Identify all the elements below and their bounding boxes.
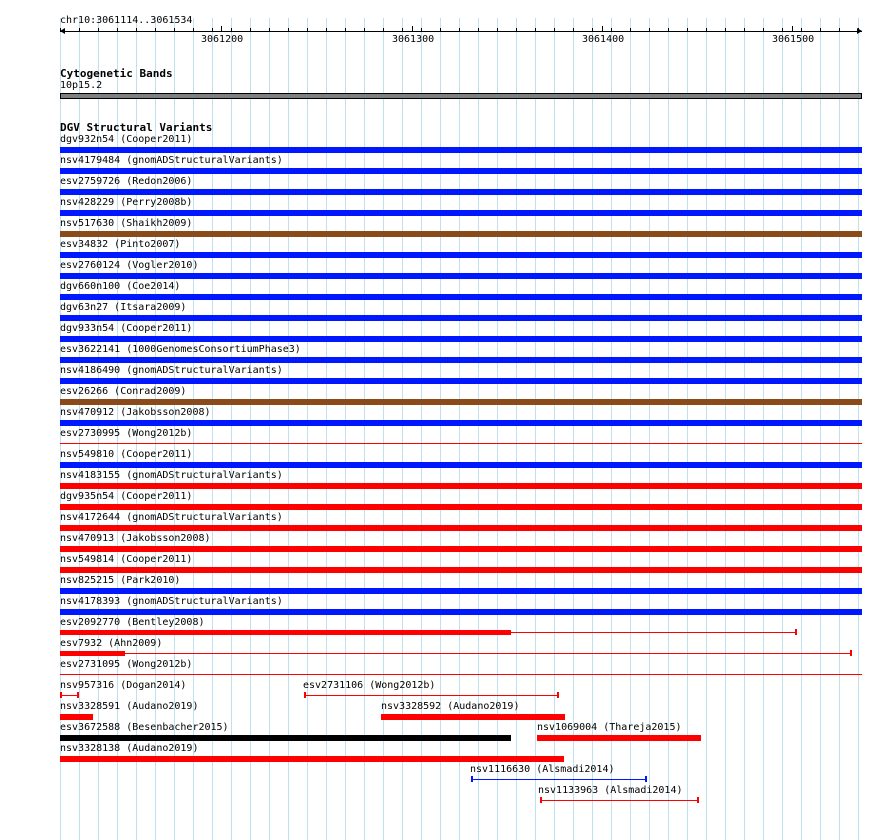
ruler-minor-tick [744, 28, 745, 32]
sv-label: nsv549810 (Cooper2011) [60, 449, 193, 460]
sv-bar[interactable] [537, 735, 701, 741]
grid-line [744, 18, 745, 840]
ruler-minor-tick [231, 28, 232, 32]
grid-line [725, 18, 726, 840]
sv-label: nsv4179484 (gnomADStructuralVariants) [60, 155, 283, 166]
ruler-minor-tick [307, 28, 308, 32]
sv-label: dgv933n54 (Cooper2011) [60, 323, 193, 334]
sv-label: nsv4183155 (gnomADStructuralVariants) [60, 470, 283, 481]
grid-line [288, 18, 289, 840]
grid-line [858, 18, 859, 840]
sv-label: nsv957316 (Dogan2014) [60, 680, 187, 691]
ruler-minor-tick [459, 28, 460, 32]
sv-end-cap [304, 692, 306, 698]
ruler-minor-tick [79, 28, 80, 32]
sv-label: nsv3328138 (Audano2019) [60, 743, 199, 754]
ruler-minor-tick [858, 28, 859, 32]
sv-bar[interactable] [60, 252, 862, 258]
ruler-minor-tick [630, 28, 631, 32]
sv-label: nsv517630 (Shaikh2009) [60, 218, 193, 229]
ruler-minor-tick [117, 28, 118, 32]
sv-bar[interactable] [60, 651, 125, 656]
sv-label: dgv935n54 (Cooper2011) [60, 491, 193, 502]
sv-end-cap [850, 650, 852, 656]
sv-label: nsv428229 (Perry2008b) [60, 197, 193, 208]
sv-bar[interactable] [60, 147, 862, 153]
cytoband-bar[interactable] [60, 93, 862, 99]
sv-bar[interactable] [60, 546, 862, 552]
sv-label: esv2092770 (Bentley2008) [60, 617, 205, 628]
sv-bar[interactable] [60, 357, 862, 363]
grid-line [250, 18, 251, 840]
ruler-minor-tick [383, 28, 384, 32]
grid-line [687, 18, 688, 840]
ruler-tick-label: 3061400 [582, 34, 625, 45]
sv-bar[interactable] [60, 315, 862, 321]
sv-bar[interactable] [60, 609, 862, 615]
sv-label: dgv63n27 (Itsara2009) [60, 302, 187, 313]
ruler-minor-tick [155, 28, 156, 32]
ruler-line [60, 31, 862, 32]
sv-label: esv2730995 (Wong2012b) [60, 428, 193, 439]
ruler-major-tick [602, 26, 603, 32]
grid-line [801, 18, 802, 840]
grid-line [307, 18, 308, 840]
ruler-minor-tick [98, 28, 99, 32]
sv-bar[interactable] [60, 567, 862, 573]
sv-label: nsv1133963 (Alsmadi2014) [538, 785, 683, 796]
ruler-tick-label: 3061300 [392, 34, 435, 45]
sv-thin-line[interactable] [60, 674, 862, 675]
grid-line [212, 18, 213, 840]
sv-label: nsv3328592 (Audano2019) [381, 701, 520, 712]
ruler-minor-tick [421, 28, 422, 32]
ruler-minor-tick [497, 28, 498, 32]
grid-line [269, 18, 270, 840]
sv-label: esv2759726 (Redon2006) [60, 176, 193, 187]
sv-label: dgv660n100 (Coe2014) [60, 281, 181, 292]
ruler-minor-tick [516, 28, 517, 32]
ruler-minor-tick [535, 28, 536, 32]
grid-line [231, 18, 232, 840]
grid-line [592, 18, 593, 840]
sv-bar[interactable] [60, 210, 862, 216]
cytoband-track-title: Cytogenetic Bands [60, 67, 173, 80]
sv-label: nsv1116630 (Alsmadi2014) [470, 764, 615, 775]
sv-label: nsv3328591 (Audano2019) [60, 701, 199, 712]
grid-line [630, 18, 631, 840]
sv-bar[interactable] [60, 504, 862, 510]
ruler-minor-tick [345, 28, 346, 32]
ruler-minor-tick [573, 28, 574, 32]
ruler-major-tick [412, 26, 413, 32]
sv-label: nsv4178393 (gnomADStructuralVariants) [60, 596, 283, 607]
sv-bar[interactable] [60, 756, 564, 762]
grid-line [193, 18, 194, 840]
ruler-minor-tick [269, 28, 270, 32]
ruler-minor-tick [174, 28, 175, 32]
sv-label: esv34832 (Pinto2007) [60, 239, 181, 250]
ruler-minor-tick [440, 28, 441, 32]
sv-thin-line[interactable] [60, 653, 851, 654]
ruler-minor-tick [687, 28, 688, 32]
ruler-minor-tick [554, 28, 555, 32]
ruler-minor-tick [212, 28, 213, 32]
sv-bar[interactable] [60, 378, 862, 384]
ruler-minor-tick [649, 28, 650, 32]
ruler-region-label: chr10:3061114..3061534 [60, 15, 193, 26]
grid-line [782, 18, 783, 840]
ruler-major-tick [221, 26, 222, 32]
sv-thin-line[interactable] [471, 779, 647, 780]
sv-bar[interactable] [60, 525, 862, 531]
ruler-minor-tick [592, 28, 593, 32]
sv-bar[interactable] [60, 630, 511, 635]
sv-bar[interactable] [60, 443, 862, 444]
ruler-minor-tick [136, 28, 137, 32]
sv-end-cap [77, 692, 79, 698]
sv-label: esv3622141 (1000GenomesConsortiumPhase3) [60, 344, 301, 355]
sv-bar[interactable] [60, 231, 862, 237]
sv-label: nsv1069004 (Thareja2015) [537, 722, 682, 733]
ruler-tick-label: 3061200 [201, 34, 244, 45]
grid-line [364, 18, 365, 840]
sv-thin-line[interactable] [304, 695, 559, 696]
grid-line [611, 18, 612, 840]
ruler-minor-tick [820, 28, 821, 32]
sv-bar[interactable] [381, 714, 565, 720]
sv-label: nsv549814 (Cooper2011) [60, 554, 193, 565]
cytoband-label: 10p15.2 [60, 80, 103, 91]
ruler-minor-tick [782, 28, 783, 32]
sv-label: esv3672588 (Besenbacher2015) [60, 722, 229, 733]
sv-end-cap [557, 692, 559, 698]
sv-label: dgv932n54 (Cooper2011) [60, 134, 193, 145]
sv-label: nsv825215 (Park2010) [60, 575, 181, 586]
sv-bar[interactable] [60, 714, 93, 720]
sv-end-cap [697, 797, 699, 803]
ruler-minor-tick [611, 28, 612, 32]
sv-label: esv7932 (Ahn2009) [60, 638, 163, 649]
grid-line [649, 18, 650, 840]
grid-line [345, 18, 346, 840]
ruler-minor-tick [763, 28, 764, 32]
sv-label: nsv4172644 (gnomADStructuralVariants) [60, 512, 283, 523]
sv-end-cap [471, 776, 473, 782]
ruler-minor-tick [193, 28, 194, 32]
grid-line [820, 18, 821, 840]
ruler-minor-tick [839, 28, 840, 32]
sv-label: nsv470913 (Jakobsson2008) [60, 533, 211, 544]
sv-thin-line[interactable] [540, 800, 699, 801]
ruler-minor-tick [326, 28, 327, 32]
grid-line [326, 18, 327, 840]
sv-label: nsv470912 (Jakobsson2008) [60, 407, 211, 418]
sv-label: esv2731095 (Wong2012b) [60, 659, 193, 670]
sv-bar[interactable] [60, 735, 511, 741]
sv-bar[interactable] [60, 294, 862, 300]
sv-bar[interactable] [60, 588, 862, 594]
ruler-major-tick [792, 26, 793, 32]
sv-label: esv2731106 (Wong2012b) [303, 680, 436, 691]
sv-bar[interactable] [60, 168, 862, 174]
ruler-minor-tick [478, 28, 479, 32]
dgv-track-title: DGV Structural Variants [60, 121, 213, 134]
ruler-minor-tick [801, 28, 802, 32]
ruler-minor-tick [288, 28, 289, 32]
grid-line [763, 18, 764, 840]
ruler-minor-tick [250, 28, 251, 32]
sv-end-cap [645, 776, 647, 782]
grid-line [839, 18, 840, 840]
sv-bar[interactable] [60, 273, 862, 279]
ruler-tick-label: 3061500 [772, 34, 815, 45]
sv-bar[interactable] [60, 399, 862, 405]
sv-label: nsv4186490 (gnomADStructuralVariants) [60, 365, 283, 376]
ruler-minor-tick [402, 28, 403, 32]
ruler-minor-tick [364, 28, 365, 32]
sv-bar[interactable] [60, 462, 862, 468]
sv-end-cap [795, 629, 797, 635]
sv-bar[interactable] [60, 189, 862, 195]
sv-bar[interactable] [60, 420, 862, 426]
ruler-minor-tick [60, 28, 61, 32]
ruler-minor-tick [668, 28, 669, 32]
sv-end-cap [60, 692, 62, 698]
ruler-minor-tick [706, 28, 707, 32]
sv-label: esv26266 (Conrad2009) [60, 386, 187, 397]
grid-line [706, 18, 707, 840]
grid-line [573, 18, 574, 840]
sv-label: esv2760124 (Vogler2010) [60, 260, 199, 271]
sv-bar[interactable] [60, 336, 862, 342]
grid-line [668, 18, 669, 840]
sv-bar[interactable] [60, 483, 862, 489]
sv-end-cap [540, 797, 542, 803]
ruler-minor-tick [725, 28, 726, 32]
